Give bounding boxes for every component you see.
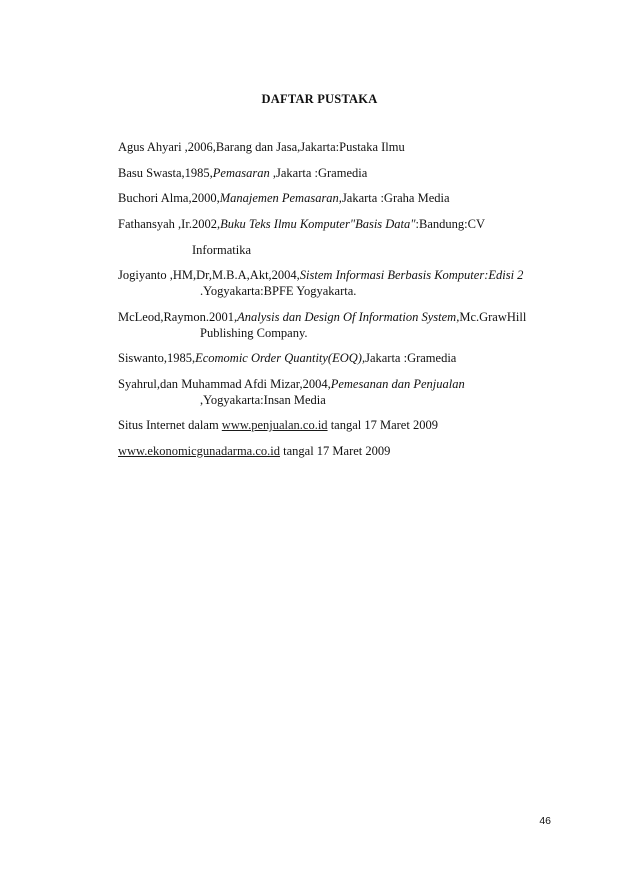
bib-entry-fathansyah — [118, 216, 552, 258]
ekonomicgunadarma-link[interactable]: www.ekonomicgunadarma.co.id — [118, 443, 280, 458]
entry-title-word: Analysis — [237, 309, 280, 324]
entry-title-word: Komputer:Edisi — [434, 268, 515, 282]
page-title: DAFTAR PUSTAKA — [261, 92, 378, 106]
entry-continuation: ,Yogyakarta:Insan Media — [200, 392, 326, 407]
entry-title-word: Berbasis — [387, 268, 432, 282]
bib-entry-syahrul — [118, 376, 552, 408]
entry-author: Buchori Alma,2000, — [118, 191, 220, 205]
entry-title-word: Design — [304, 309, 340, 324]
entry-title: Buku Teks Ilmu Komputer"Basis Data" — [220, 216, 416, 231]
entry-title-word: Of — [343, 309, 356, 324]
entry-publisher: Jakarta :Gramedia — [365, 351, 457, 365]
bib-entry-mcleod — [118, 309, 552, 341]
entry-author-word: Mizar,2004, — [270, 376, 331, 391]
entry-publisher: ,Jakarta :Gramedia — [269, 165, 368, 180]
entry-continuation: Publishing Company. — [200, 325, 308, 340]
entry-text: Situs Internet dalam — [118, 418, 222, 432]
page-number: 46 — [539, 815, 551, 827]
entry-author-word: Muhammad — [181, 376, 242, 391]
entry-author: Jogiyanto — [118, 268, 167, 282]
entry-title-word: Information — [358, 309, 419, 324]
bib-entry-situs-penjualan — [118, 417, 552, 433]
bib-entry-jogiyanto — [118, 267, 552, 299]
entry-title-word: 2 — [517, 268, 524, 282]
entry-author: Basu Swasta,1985, — [118, 165, 213, 180]
entry-title-word: dan — [282, 309, 302, 324]
bib-entry-situs-gunadarma — [118, 443, 552, 459]
entry-publisher: Jakarta :Graha Media — [341, 191, 450, 205]
bibliography-list — [118, 139, 552, 468]
entry-title: Pemasaran — [212, 165, 270, 180]
entry-title-word: dan — [391, 376, 411, 391]
bib-entry-ahyari — [118, 139, 552, 155]
bib-entry-alma — [118, 190, 552, 206]
entry-author: Fathansyah ,Ir.2002, — [118, 216, 221, 231]
entry-author: Siswanto,1985, — [118, 351, 196, 365]
penjualan-link[interactable]: www.penjualan.co.id — [221, 418, 328, 432]
bib-entry-siswanto — [118, 350, 552, 366]
entry-title-word: Informasi — [335, 268, 385, 282]
entry-continuation: .Yogyakarta:BPFE Yogyakarta. — [200, 284, 357, 298]
entry-text: Agus Ahyari ,2006,Barang dan Jasa,Jakarta:Pustaka Ilmu — [118, 140, 405, 154]
entry-title: Ecomomic Order Quantity(EOQ), — [195, 351, 366, 365]
entry-author-word: Syahrul,dan — [118, 376, 179, 391]
entry-title-word: Penjualan — [413, 376, 465, 391]
entry-publisher: :Bandung:CV — [415, 216, 485, 231]
entry-continuation: Informatika — [192, 242, 252, 257]
entry-title: Manajemen Pemasaran, — [219, 191, 342, 205]
entry-author-word: Afdi — [244, 376, 267, 391]
entry-date: tangal 17 Maret 2009 — [280, 443, 391, 458]
entry-title-word: Pemesanan — [330, 376, 389, 391]
entry-publisher: Mc.GrawHill — [459, 309, 527, 324]
entry-date: tangal 17 Maret 2009 — [327, 418, 438, 432]
bib-entry-swasta — [118, 165, 552, 181]
entry-author: McLeod,Raymon.2001, — [118, 309, 238, 324]
entry-title-word: System, — [421, 309, 460, 324]
entry-title-word: Sistem — [299, 268, 333, 282]
entry-author-detail: ,HM,Dr,M.B.A,Akt,2004, — [169, 268, 300, 282]
